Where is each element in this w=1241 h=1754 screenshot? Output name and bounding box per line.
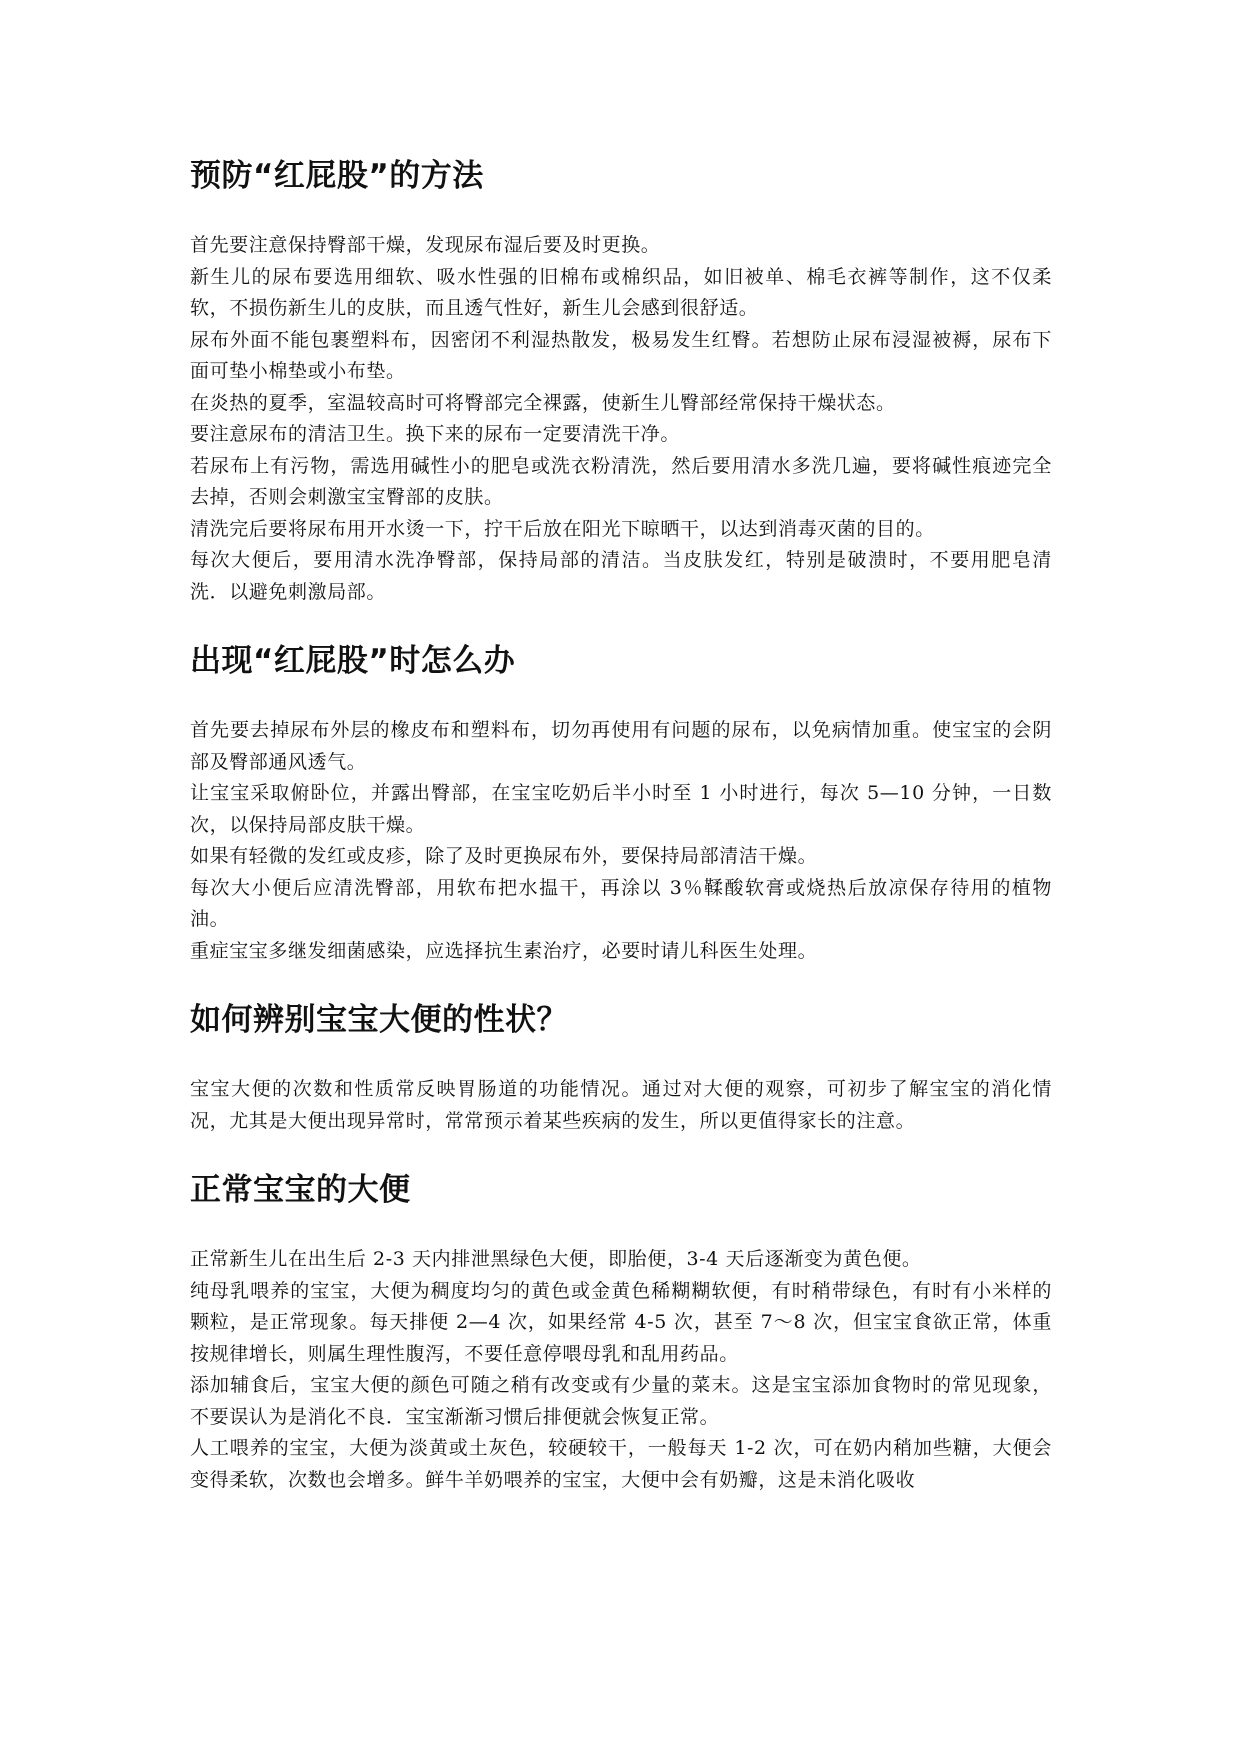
- paragraph: 在炎热的夏季，室温较高时可将臀部完全裸露，使新生儿臀部经常保持干燥状态。: [190, 391, 896, 414]
- section-heading: 预防“红屁股”的方法: [190, 158, 484, 194]
- paragraph: 要注意尿布的清洁卫生。换下来的尿布一定要清洗干净。: [190, 423, 681, 445]
- paragraph: 正常新生儿在出生后 2-3 天内排泄黑绿色大便，即胎便，3-4 天后逐渐变为黄色便。: [190, 1248, 922, 1270]
- paragraph: 清洗完后要将尿布用开水烫一下，拧干后放在阳光下晾晒干，以达到消毒灭菌的目的。: [190, 517, 935, 540]
- section-heading: 如何辨别宝宝大便的性状？: [190, 1002, 568, 1038]
- document-page: [190, 155, 1052, 1496]
- paragraph: 如果有轻微的发红或皮疹，除了及时更换尿布外，要保持局部清洁干燥。: [190, 845, 818, 867]
- section-normal-stool: [190, 1169, 1052, 1496]
- paragraph: 添加辅食后，宝宝大便的颜色可随之稍有改变或有少量的菜末。这是宝宝添加食物时的常见现象，不要误认为是消化不良．宝宝渐渐习惯后排便就会恢复正常。: [190, 1374, 1052, 1428]
- paragraph: 新生儿的尿布要选用细软、吸水性强的旧棉布或棉织品，如旧被单、棉毛衣裤等制作，这不仅柔软，不损伤新生儿的皮肤，而且透气性好，新生儿会感到很舒适。: [190, 265, 1052, 319]
- paragraph: 人工喂养的宝宝，大便为淡黄或土灰色，较硬较干，一般每天 1-2 次，可在奶内稍加些糖，大便会变得柔软，次数也会增多。鲜牛羊奶喂养的宝宝，大便中会有奶瓣，这是未消化吸收: [190, 1437, 1052, 1491]
- paragraph: 每次大小便后应清洗臀部，用软布把水揾干，再涂以 3％鞣酸软膏或烧热后放凉保存待用的植物油。: [190, 876, 1052, 930]
- section-treat-diaper-rash: [190, 640, 1052, 967]
- section-identify-stool: [190, 999, 1052, 1137]
- paragraph: 首先要注意保持臀部干燥，发现尿布湿后要及时更换。: [190, 234, 661, 256]
- paragraph: 重症宝宝多继发细菌感染，应选择抗生素治疗，必要时请儿科医生处理。: [190, 939, 818, 962]
- paragraph: 让宝宝采取俯卧位，并露出臀部，在宝宝吃奶后半小时至 1 小时进行，每次 5—10 分钟，一日数次，以保持局部皮肤干燥。: [190, 782, 1052, 836]
- section-heading: 出现“红屁股”时怎么办: [190, 643, 516, 679]
- paragraph: 纯母乳喂养的宝宝，大便为稠度均匀的黄色或金黄色稀糊糊软便，有时稍带绿色，有时有小米样的颗粒，是正常现象。每天排便 2—4 次，如果经常 4-5 次，甚至 7～8 次，但宝宝食欲正常，体重按规律增长，则属生理性腹泻，不要任意停喂母乳和乱用药品。: [190, 1279, 1052, 1365]
- paragraph: 尿布外面不能包裹塑料布，因密闭不利湿热散发，极易发生红臀。若想防止尿布浸湿被褥，尿布下面可垫小棉垫或小布垫。: [190, 328, 1052, 382]
- paragraph: 宝宝大便的次数和性质常反映胃肠道的功能情况。通过对大便的观察，可初步了解宝宝的消化情况，尤其是大便出现异常时，常常预示着某些疾病的发生，所以更值得家长的注意。: [190, 1078, 1052, 1132]
- section-prevent-diaper-rash: [190, 155, 1052, 608]
- paragraph: 每次大便后，要用清水洗净臀部，保持局部的清洁。当皮肤发红，特别是破溃时，不要用肥皂清洗．以避免刺激局部。: [190, 549, 1052, 603]
- section-heading: 正常宝宝的大便: [190, 1172, 411, 1208]
- paragraph: 若尿布上有污物，需选用碱性小的肥皂或洗衣粉清洗，然后要用清水多洗几遍，要将碱性痕迹完全去掉，否则会刺激宝宝臀部的皮肤。: [190, 454, 1052, 508]
- paragraph: 首先要去掉尿布外层的橡皮布和塑料布，切勿再使用有问题的尿布，以免病情加重。使宝宝的会阴部及臀部通风透气。: [190, 719, 1052, 773]
